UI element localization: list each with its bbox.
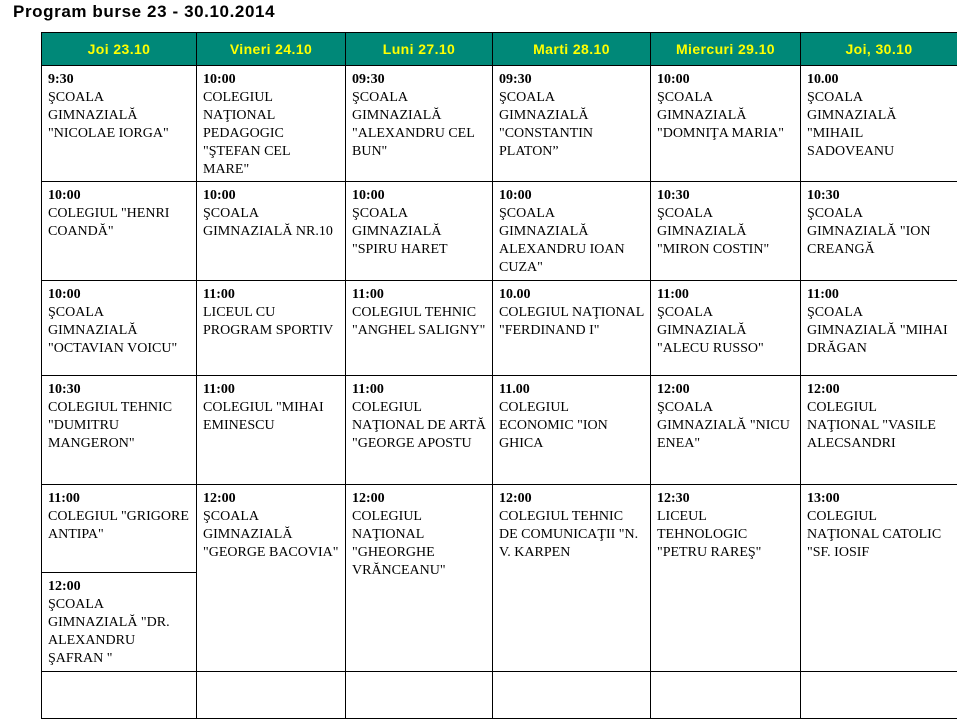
schedule-cell <box>651 182 801 281</box>
schedule-row-5 <box>42 484 957 572</box>
schedule-cell <box>493 66 651 182</box>
schedule-cell <box>346 484 493 671</box>
schedule-cell <box>197 375 346 484</box>
event-school: COLEGIUL "HENRI COANDĂ" <box>48 205 190 241</box>
schedule-table <box>41 32 957 719</box>
schedule-cell <box>42 572 197 671</box>
schedule-cell <box>346 280 493 375</box>
schedule-cell <box>346 66 493 182</box>
event-time: 13:00 <box>807 488 951 508</box>
schedule-cell-empty <box>801 671 957 718</box>
event-time: 12:00 <box>352 488 486 508</box>
event-school: ŞCOALA GIMNAZIALĂ "NICOLAE IORGA" <box>48 89 190 143</box>
event-school: ŞCOALA GIMNAZIALĂ "ION CREANGĂ <box>807 205 951 259</box>
event-time: 10:30 <box>807 185 951 205</box>
event-time: 11:00 <box>48 488 190 508</box>
schedule-cell <box>801 484 957 671</box>
event-school: COLEGIUL NAŢIONAL CATOLIC "SF. IOSIF <box>807 508 951 562</box>
schedule-cell-empty <box>197 671 346 718</box>
event-school: COLEGIUL ECONOMIC "ION GHICA <box>499 399 644 453</box>
schedule-cell-empty <box>346 671 493 718</box>
schedule-row-4 <box>42 375 957 484</box>
schedule-cell <box>197 182 346 281</box>
event-school: COLEGIUL NAŢIONAL "GHEORGHE VRĂNCEANU" <box>352 508 486 580</box>
header-marti-28: Marti 28.10 <box>493 33 651 66</box>
event-school: COLEGIUL NAŢIONAL "FERDINAND I" <box>499 304 644 340</box>
schedule-cell <box>42 182 197 281</box>
event-time: 10:00 <box>352 185 486 205</box>
event-school: ŞCOALA GIMNAZIALĂ "MIHAIL SADOVEANU <box>807 89 951 161</box>
event-school: ŞCOALA GIMNAZIALĂ ALEXANDRU IOAN CUZA" <box>499 205 644 277</box>
schedule-cell <box>801 182 957 281</box>
schedule-cell <box>801 375 957 484</box>
header-vineri-24: Vineri 24.10 <box>197 33 346 66</box>
event-school: ŞCOALA GIMNAZIALĂ "MIRON COSTIN" <box>657 205 794 259</box>
schedule-cell <box>346 182 493 281</box>
schedule-cell <box>651 280 801 375</box>
header-joi-23: Joi 23.10 <box>42 33 197 66</box>
schedule-cell <box>197 484 346 671</box>
event-time: 10.00 <box>807 69 951 89</box>
schedule-row-3 <box>42 280 957 375</box>
schedule-cell <box>42 66 197 182</box>
event-time: 10:30 <box>657 185 794 205</box>
schedule-cell <box>493 280 651 375</box>
event-time: 11:00 <box>352 379 486 399</box>
event-time: 10:00 <box>48 284 190 304</box>
schedule-cell-empty <box>651 671 801 718</box>
schedule-row-partial <box>42 671 957 718</box>
header-row <box>42 33 957 66</box>
event-school: ŞCOALA GIMNAZIALĂ "SPIRU HARET <box>352 205 486 259</box>
schedule-cell <box>651 66 801 182</box>
event-time: 12:00 <box>203 488 339 508</box>
schedule-row-1 <box>42 66 957 182</box>
event-school: ŞCOALA GIMNAZIALĂ "CONSTANTIN PLATON” <box>499 89 644 161</box>
event-school: ŞCOALA GIMNAZIALĂ "MIHAI DRĂGAN <box>807 304 951 358</box>
event-time: 10:30 <box>48 379 190 399</box>
event-time: 10:00 <box>657 69 794 89</box>
event-time: 12:00 <box>807 379 951 399</box>
schedule-cell <box>197 280 346 375</box>
schedule-cell <box>197 66 346 182</box>
event-school: COLEGIUL TEHNIC DE COMUNICAŢII "N. V. KARPEN <box>499 508 644 562</box>
event-time: 11:00 <box>807 284 951 304</box>
event-school: COLEGIUL "GRIGORE ANTIPA" <box>48 508 190 544</box>
schedule-cell <box>801 66 957 182</box>
event-school: LICEUL TEHNOLOGIC "PETRU RAREŞ" <box>657 508 794 562</box>
schedule-cell <box>493 375 651 484</box>
event-school: LICEUL CU PROGRAM SPORTIV <box>203 304 339 340</box>
event-time: 11:00 <box>657 284 794 304</box>
event-time: 12:30 <box>657 488 794 508</box>
event-school: COLEGIUL NAŢIONAL "VASILE ALECSANDRI <box>807 399 951 453</box>
event-school: ŞCOALA GIMNAZIALĂ "NICU ENEA" <box>657 399 794 453</box>
schedule-cell <box>651 375 801 484</box>
event-time: 10.00 <box>499 284 644 304</box>
event-time: 11:00 <box>203 379 339 399</box>
event-school: ŞCOALA GIMNAZIALĂ "DR. ALEXANDRU ŞAFRAN " <box>48 596 190 668</box>
schedule-cell <box>346 375 493 484</box>
event-school: COLEGIUL "MIHAI EMINESCU <box>203 399 339 435</box>
event-time: 12:00 <box>657 379 794 399</box>
header-joi-30: Joi, 30.10 <box>801 33 957 66</box>
event-time: 10:00 <box>48 185 190 205</box>
schedule-cell-empty <box>42 671 197 718</box>
schedule-cell-empty <box>493 671 651 718</box>
schedule-cell <box>493 484 651 671</box>
schedule-cell <box>801 280 957 375</box>
schedule-cell <box>493 182 651 281</box>
event-time: 09:30 <box>499 69 644 89</box>
event-time: 09:30 <box>352 69 486 89</box>
event-school: COLEGIUL NAŢIONAL DE ARTĂ "GEORGE APOSTU <box>352 399 486 453</box>
schedule-cell <box>42 280 197 375</box>
event-school: ŞCOALA GIMNAZIALĂ NR.10 <box>203 205 339 241</box>
header-miercuri-29: Miercuri 29.10 <box>651 33 801 66</box>
event-time: 12:00 <box>499 488 644 508</box>
event-school: ŞCOALA GIMNAZIALĂ "ALECU RUSSO" <box>657 304 794 358</box>
event-time: 11:00 <box>352 284 486 304</box>
event-school: ŞCOALA GIMNAZIALĂ "GEORGE BACOVIA" <box>203 508 339 562</box>
event-school: ŞCOALA GIMNAZIALĂ "ALEXANDRU CEL BUN" <box>352 89 486 161</box>
page-title: Program burse 23 - 30.10.2014 <box>13 2 275 22</box>
schedule-cell <box>42 484 197 572</box>
event-school: ŞCOALA GIMNAZIALĂ "OCTAVIAN VOICU" <box>48 304 190 358</box>
schedule-row-2 <box>42 182 957 281</box>
schedule-cell <box>42 375 197 484</box>
event-school: ŞCOALA GIMNAZIALĂ "DOMNIŢA MARIA" <box>657 89 794 143</box>
event-time: 12:00 <box>48 576 190 596</box>
event-school: COLEGIUL TEHNIC "DUMITRU MANGERON" <box>48 399 190 453</box>
event-time: 11.00 <box>499 379 644 399</box>
event-school: COLEGIUL TEHNIC "ANGHEL SALIGNY" <box>352 304 486 340</box>
event-school: COLEGIUL NAŢIONAL PEDAGOGIC "ŞTEFAN CEL MARE" <box>203 89 339 179</box>
event-time: 10:00 <box>203 69 339 89</box>
event-time: 10:00 <box>499 185 644 205</box>
event-time: 11:00 <box>203 284 339 304</box>
header-luni-27: Luni 27.10 <box>346 33 493 66</box>
event-time: 10:00 <box>203 185 339 205</box>
event-time: 9:30 <box>48 69 190 89</box>
schedule-cell <box>651 484 801 671</box>
